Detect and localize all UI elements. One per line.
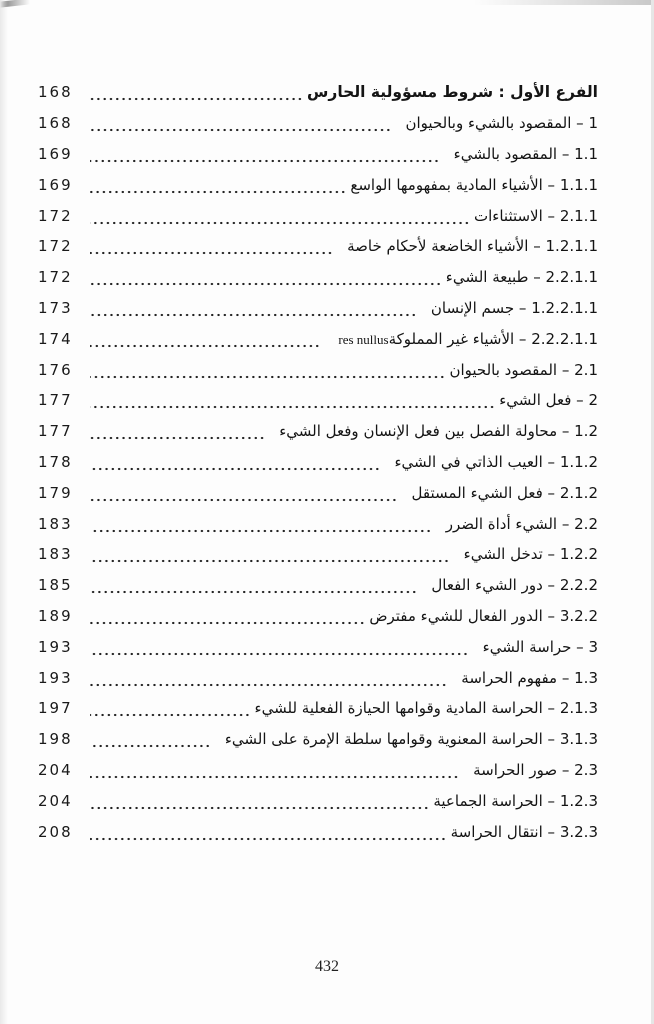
dot-leader: [90, 703, 251, 717]
toc-entry: [38, 785, 598, 816]
dot-leader: [90, 211, 470, 225]
dot-leader: [90, 642, 469, 656]
toc-page-number: 177: [38, 422, 73, 441]
toc-entry-latin-term: res nullus: [338, 331, 389, 347]
dot-leader: [90, 334, 320, 348]
dot-leader: [90, 611, 365, 625]
toc-entry: [38, 231, 598, 262]
toc-entry-title: 3.1.3 – الحراسة المعنوية وقوامها سلطة الإمرة على الشيء: [224, 730, 598, 749]
toc-page-number: 169: [38, 175, 73, 194]
toc-entry: [38, 755, 598, 786]
toc-entry-title: 1.2.3 – الحراسة الجماعية: [433, 791, 598, 810]
toc-page-number: 173: [38, 298, 73, 317]
toc-entry: [38, 570, 598, 601]
dot-leader: [90, 488, 398, 502]
toc-page-number: 179: [38, 483, 73, 502]
toc-entry-title: 3 – حراسة الشيء: [482, 637, 598, 656]
dot-leader: [90, 87, 303, 101]
toc-page-number: 168: [38, 114, 73, 133]
toc-entry: [38, 416, 598, 447]
dot-leader: [90, 673, 447, 687]
toc-entry: [38, 169, 598, 200]
toc-entry-title: [334, 330, 598, 348]
toc-entry: [38, 293, 598, 324]
toc-entry: [38, 262, 598, 293]
toc-page-number: 208: [38, 822, 73, 841]
toc-page-number: 174: [38, 329, 73, 348]
dot-leader: [90, 118, 391, 132]
dot-leader: [90, 796, 429, 810]
toc-entry: [38, 447, 598, 478]
toc-entry-title: 2.1.1 – الاستثناءات: [474, 206, 598, 225]
toc-entry: [38, 693, 598, 724]
toc-page-number: 197: [38, 699, 73, 718]
dot-leader: [90, 395, 495, 409]
page-number-footer: 432: [315, 958, 339, 975]
toc-entry: [38, 724, 598, 755]
toc-page-number: 204: [38, 760, 73, 779]
toc-entry: [38, 77, 598, 108]
toc-entry-title: 1.1.1 – الأشياء المادية بمفهومها الواسع: [350, 175, 598, 194]
toc-page-number: 172: [38, 237, 73, 256]
dot-leader: [90, 241, 333, 255]
toc-entry: [38, 631, 598, 662]
dot-leader: [90, 580, 417, 594]
table-of-contents: [38, 77, 598, 847]
toc-page-number: 185: [38, 576, 73, 595]
toc-entry: [38, 662, 598, 693]
toc-entry: [38, 477, 598, 508]
dot-leader: [90, 457, 380, 471]
toc-entry-title: 2.2.1.1 – طبيعة الشيء: [445, 268, 598, 287]
dot-leader: [90, 827, 447, 841]
dot-leader: [90, 519, 432, 533]
dot-leader: [90, 426, 265, 440]
dot-leader: [90, 303, 417, 317]
toc-entry-title: 1.2.1.1 – الأشياء الخاضعة لأحكام خاصة: [347, 237, 598, 256]
toc-heading: الفرع الأول : شروط مسؤولية الحارس: [307, 83, 598, 102]
toc-page-number: 189: [38, 606, 73, 625]
toc-entry: [38, 539, 598, 570]
toc-page-number: 183: [38, 545, 73, 564]
toc-page-number: 193: [38, 637, 73, 656]
dot-leader: [90, 765, 459, 779]
dot-leader: [90, 180, 346, 194]
toc-page-number: 178: [38, 452, 73, 471]
toc-page-number: 198: [38, 730, 73, 749]
dot-leader: [90, 549, 450, 563]
toc-entry-title: 1.2.2 – تدخل الشيء: [463, 545, 598, 564]
dot-leader: [90, 365, 445, 379]
page-edge: [0, 0, 8, 1024]
toc-entry-title: 1.2 – محاولة الفصل بين فعل الإنسان وفعل الشيء: [279, 422, 598, 441]
toc-entry: [38, 601, 598, 632]
toc-entry: [38, 385, 598, 416]
toc-entry-title: 2.1.3 – الحراسة المادية وقوامها الحيازة الفعلية للشيء: [254, 699, 598, 718]
dot-leader: [90, 272, 442, 286]
toc-entry-title: 2 – فعل الشيء: [499, 391, 598, 410]
toc-page-number: 204: [38, 791, 73, 810]
toc-entry: [38, 508, 598, 539]
toc-entry-title: 3.2.2 – الدور الفعال للشيء مفترض: [369, 606, 598, 625]
toc-page-number: 172: [38, 268, 73, 287]
toc-entry-title: 1.1 – المقصود بالشيء: [453, 144, 598, 163]
toc-entry-title: 3.2.3 – انتقال الحراسة: [450, 822, 598, 841]
toc-page-number: 177: [38, 391, 73, 410]
toc-page-number: 193: [38, 668, 73, 687]
toc-entry: [38, 323, 598, 354]
dot-leader: [90, 734, 211, 748]
scan-shadow: [474, 0, 654, 5]
toc-entry-title: 1 – المقصود بالشيء وبالحيوان: [405, 114, 598, 133]
toc-entry-title-arabic: 2.2.2.1.1 – الأشياء غير المملوكة: [388, 329, 598, 348]
toc-entry-title: 2.1.2 – فعل الشيء المستقل: [411, 483, 598, 502]
toc-entry: [38, 816, 598, 847]
toc-entry-title: 2.2.2 – دور الشيء الفعال: [431, 576, 598, 595]
toc-entry: [38, 139, 598, 170]
toc-entry-title: 1.3 – مفهوم الحراسة: [461, 668, 598, 687]
toc-entry: [38, 108, 598, 139]
toc-entry-title: 1.2.2.1.1 – جسم الإنسان: [430, 298, 598, 317]
toc-entry-title: 2.1 – المقصود بالحيوان: [449, 360, 598, 379]
toc-entry: [38, 354, 598, 385]
toc-page-number: 168: [38, 83, 73, 102]
toc-page-number: 176: [38, 360, 73, 379]
toc-page-number: 183: [38, 514, 73, 533]
toc-page-number: 169: [38, 144, 73, 163]
toc-entry-title: 1.1.2 – العيب الذاتي في الشيء: [394, 452, 598, 471]
toc-entry-title: 2.2 – الشيء أداة الضرر: [445, 514, 598, 533]
toc-page-number: 172: [38, 206, 73, 225]
toc-entry-title: 2.3 – صور الحراسة: [473, 760, 598, 779]
toc-entry: [38, 200, 598, 231]
dot-leader: [90, 149, 440, 163]
